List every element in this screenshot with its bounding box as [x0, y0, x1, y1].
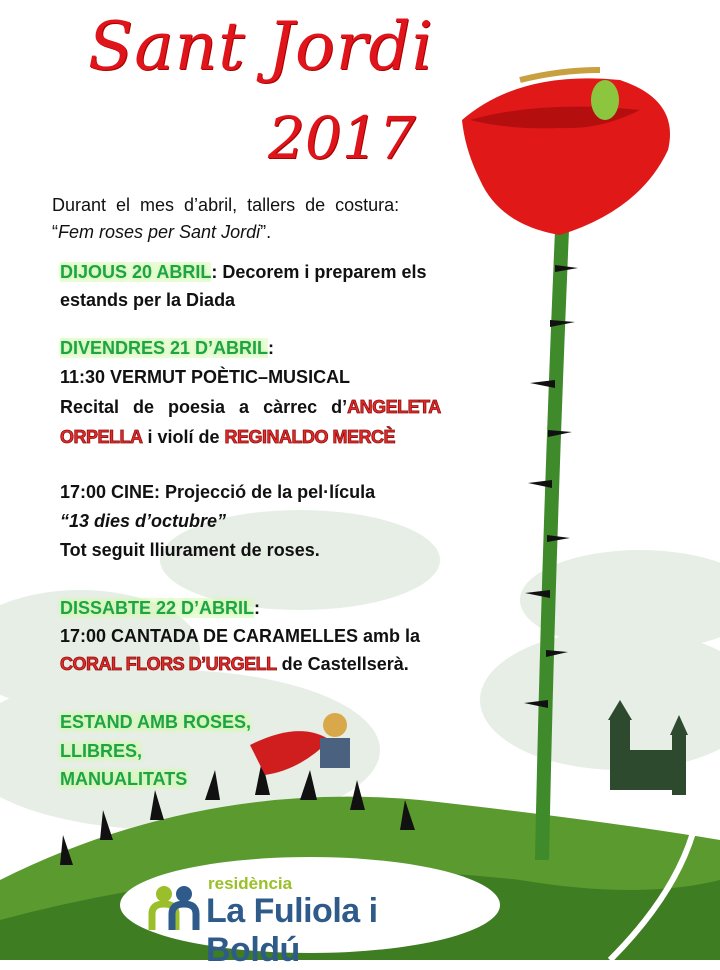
day2-label: DIVENDRES 21 D’ABRIL — [60, 338, 269, 358]
day2-recital-line — [60, 396, 441, 418]
choir-after: de Castellserà. — [276, 654, 409, 674]
day2-event2-after: Tot seguit lliurament de roses. — [60, 540, 320, 560]
quote-close: ”. — [260, 222, 272, 242]
choir-name: CORAL FLORS D’URGELL — [60, 654, 277, 674]
recital-text: Recital de poesia a càrrec d’ — [60, 397, 348, 417]
day2-header — [60, 337, 274, 359]
title-year: 2017 — [268, 104, 416, 172]
stand-line-3 — [60, 768, 187, 790]
violin-text: i violí de — [142, 427, 225, 447]
day1-line-1 — [60, 261, 426, 283]
rose-flower — [462, 78, 670, 235]
film-title: “13 dies d’octubre” — [60, 511, 227, 531]
title-sant-jordi: Sant Jordi — [88, 8, 434, 85]
day2-event1: 11:30 VERMUT POÈTIC–MUSICAL — [60, 367, 351, 387]
day2-event2: 17:00 CINE: Projecció de la pel·lícula — [60, 482, 376, 502]
stand-text-2: LLIBRES, — [60, 741, 143, 761]
performer-angeleta: ANGELETA — [347, 397, 441, 417]
stand-text-3: MANUALITATS — [60, 769, 188, 789]
colon: : — [254, 598, 261, 618]
quote-open: “ — [52, 222, 58, 242]
performer-reginaldo: REGINALDO MERCÈ — [224, 427, 396, 447]
intro-line-2 — [52, 221, 271, 243]
day1-label: DIJOUS 20 ABRIL — [60, 262, 212, 282]
stand-text-1: ESTAND AMB ROSES, — [60, 712, 252, 732]
colon: : — [268, 338, 275, 358]
residence-logo — [146, 868, 476, 969]
day1-line-2: estands per la Diada — [60, 290, 236, 310]
day3-event1: 17:00 CANTADA DE CARAMELLES amb la — [60, 626, 421, 646]
stand-line-2 — [60, 740, 142, 762]
performer-orpella: ORPELLA — [60, 427, 143, 447]
day3-header — [60, 597, 260, 619]
day3-label: DISSABTE 22 D’ABRIL — [60, 598, 255, 618]
logo-name: La Fuliola i Boldú — [206, 892, 378, 969]
logo-small-text: residència — [208, 874, 293, 893]
day2-performers-line — [60, 426, 395, 448]
day1-text: : Decorem i preparem els — [211, 262, 427, 282]
workshop-title: Fem roses per Sant Jordi — [58, 222, 261, 242]
day3-choir-line — [60, 653, 409, 675]
stand-line-1 — [60, 711, 251, 733]
intro-line-1: Durant el mes d’abril, tallers de costura: — [52, 195, 400, 215]
people-logo-icon — [146, 882, 202, 932]
